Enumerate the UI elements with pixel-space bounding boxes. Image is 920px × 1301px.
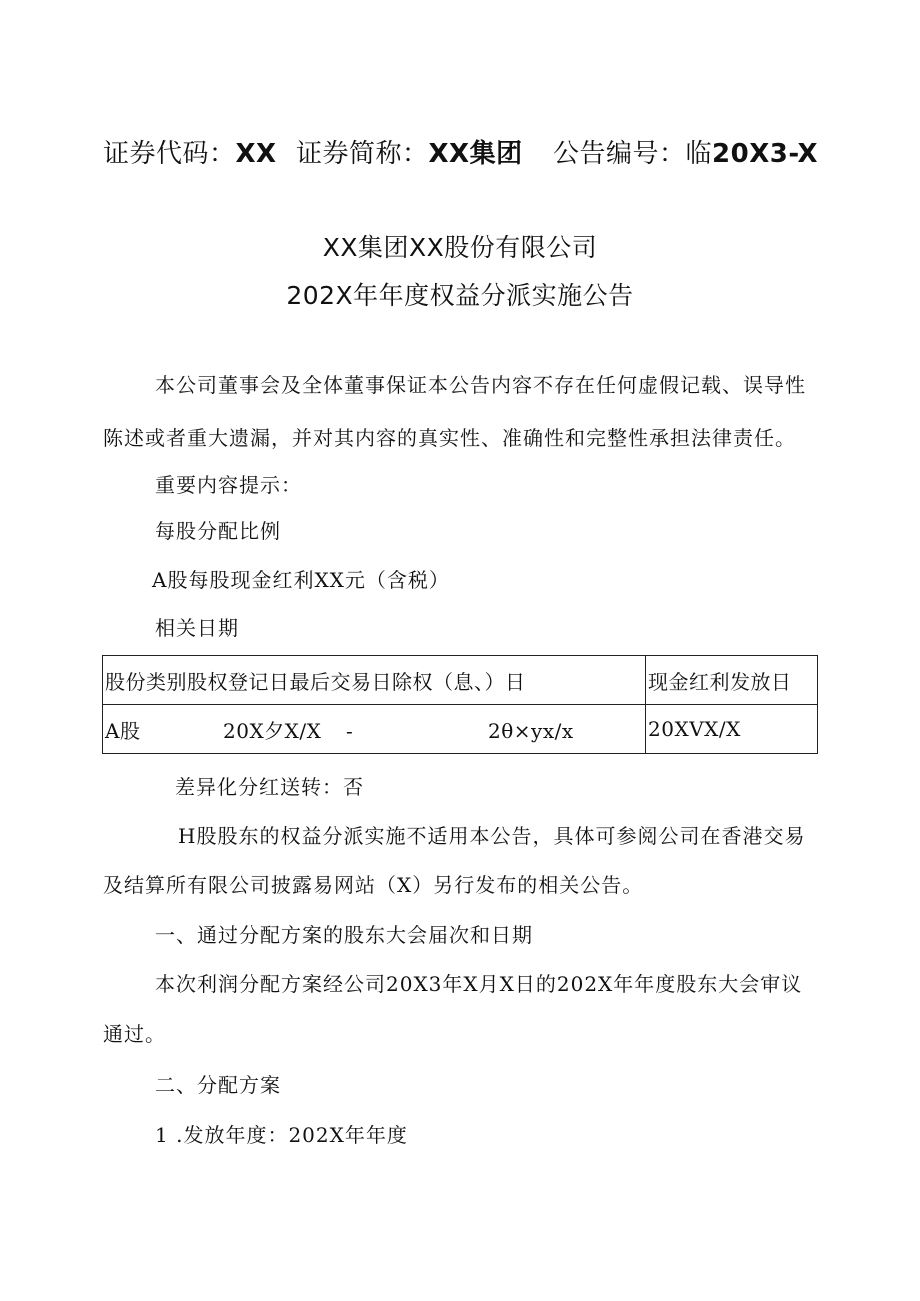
dates-heading: 相关日期 — [155, 616, 239, 640]
section-1-line-1: 本次利润分配方案经公司20X3年X月X日的202X年年度股东大会审议 — [155, 972, 803, 996]
notice-number — [553, 133, 818, 170]
item-1: 1 .发放年度：202X年年度 — [155, 1123, 408, 1147]
section-1-line-2: 通过。 — [103, 1022, 166, 1046]
company-title: XX集团XX股份有限公司 — [322, 233, 598, 262]
table-cell — [103, 705, 646, 754]
stock-short-name-value: XX集团 — [428, 139, 523, 169]
section-2-heading: 二、分配方案 — [155, 1073, 281, 1097]
diff-dividend: 差异化分红送转：否 — [175, 775, 364, 799]
record-date: 20X夕X/X — [223, 718, 322, 743]
statement-line-1: 本公司董事会及全体董事保证本公告内容不存在任何虚假记载、误导性 — [155, 373, 806, 397]
stock-code — [103, 133, 277, 170]
stock-short-name-label: 证券简称： — [296, 139, 429, 169]
key-points-heading: 重要内容提示： — [155, 473, 302, 497]
pay-date: 20XVX/X — [646, 705, 818, 754]
section-1-heading: 一、通过分配方案的股东大会届次和日期 — [155, 923, 533, 947]
announcement-title: 202X年年度权益分派实施公告 — [286, 281, 634, 310]
stock-short-name — [296, 133, 523, 170]
dates-table — [102, 655, 818, 754]
ex-dividend-date: 2θ×yx/x — [488, 718, 574, 743]
stock-code-label: 证券代码： — [103, 139, 236, 169]
h-share-line-2: 及结算所有限公司披露易网站（X）另行发布的相关公告。 — [103, 873, 644, 897]
share-type: A股 — [105, 718, 141, 743]
table-header-cell: 现金红利发放日 — [646, 656, 818, 705]
h-share-line-1: H股股东的权益分派实施不适用本公告，具体可参阅公司在香港交易 — [178, 824, 806, 848]
table-header-cell: 股份类别股权登记日最后交易日除权（息、）日 — [103, 656, 646, 705]
last-trade-date: - — [346, 718, 354, 743]
ratio-value: A股每股现金红利XX元（含税） — [152, 568, 450, 592]
table-header-row — [103, 656, 818, 705]
notice-number-label: 公告编号：临 — [553, 139, 713, 169]
table-row — [103, 705, 818, 754]
statement-line-2: 陈述或者重大遗漏，并对其内容的真实性、准确性和完整性承担法律责任。 — [103, 426, 796, 450]
stock-code-value: XX — [235, 139, 277, 169]
ratio-heading: 每股分配比例 — [155, 519, 281, 543]
notice-number-value: 20X3-X — [712, 139, 819, 169]
